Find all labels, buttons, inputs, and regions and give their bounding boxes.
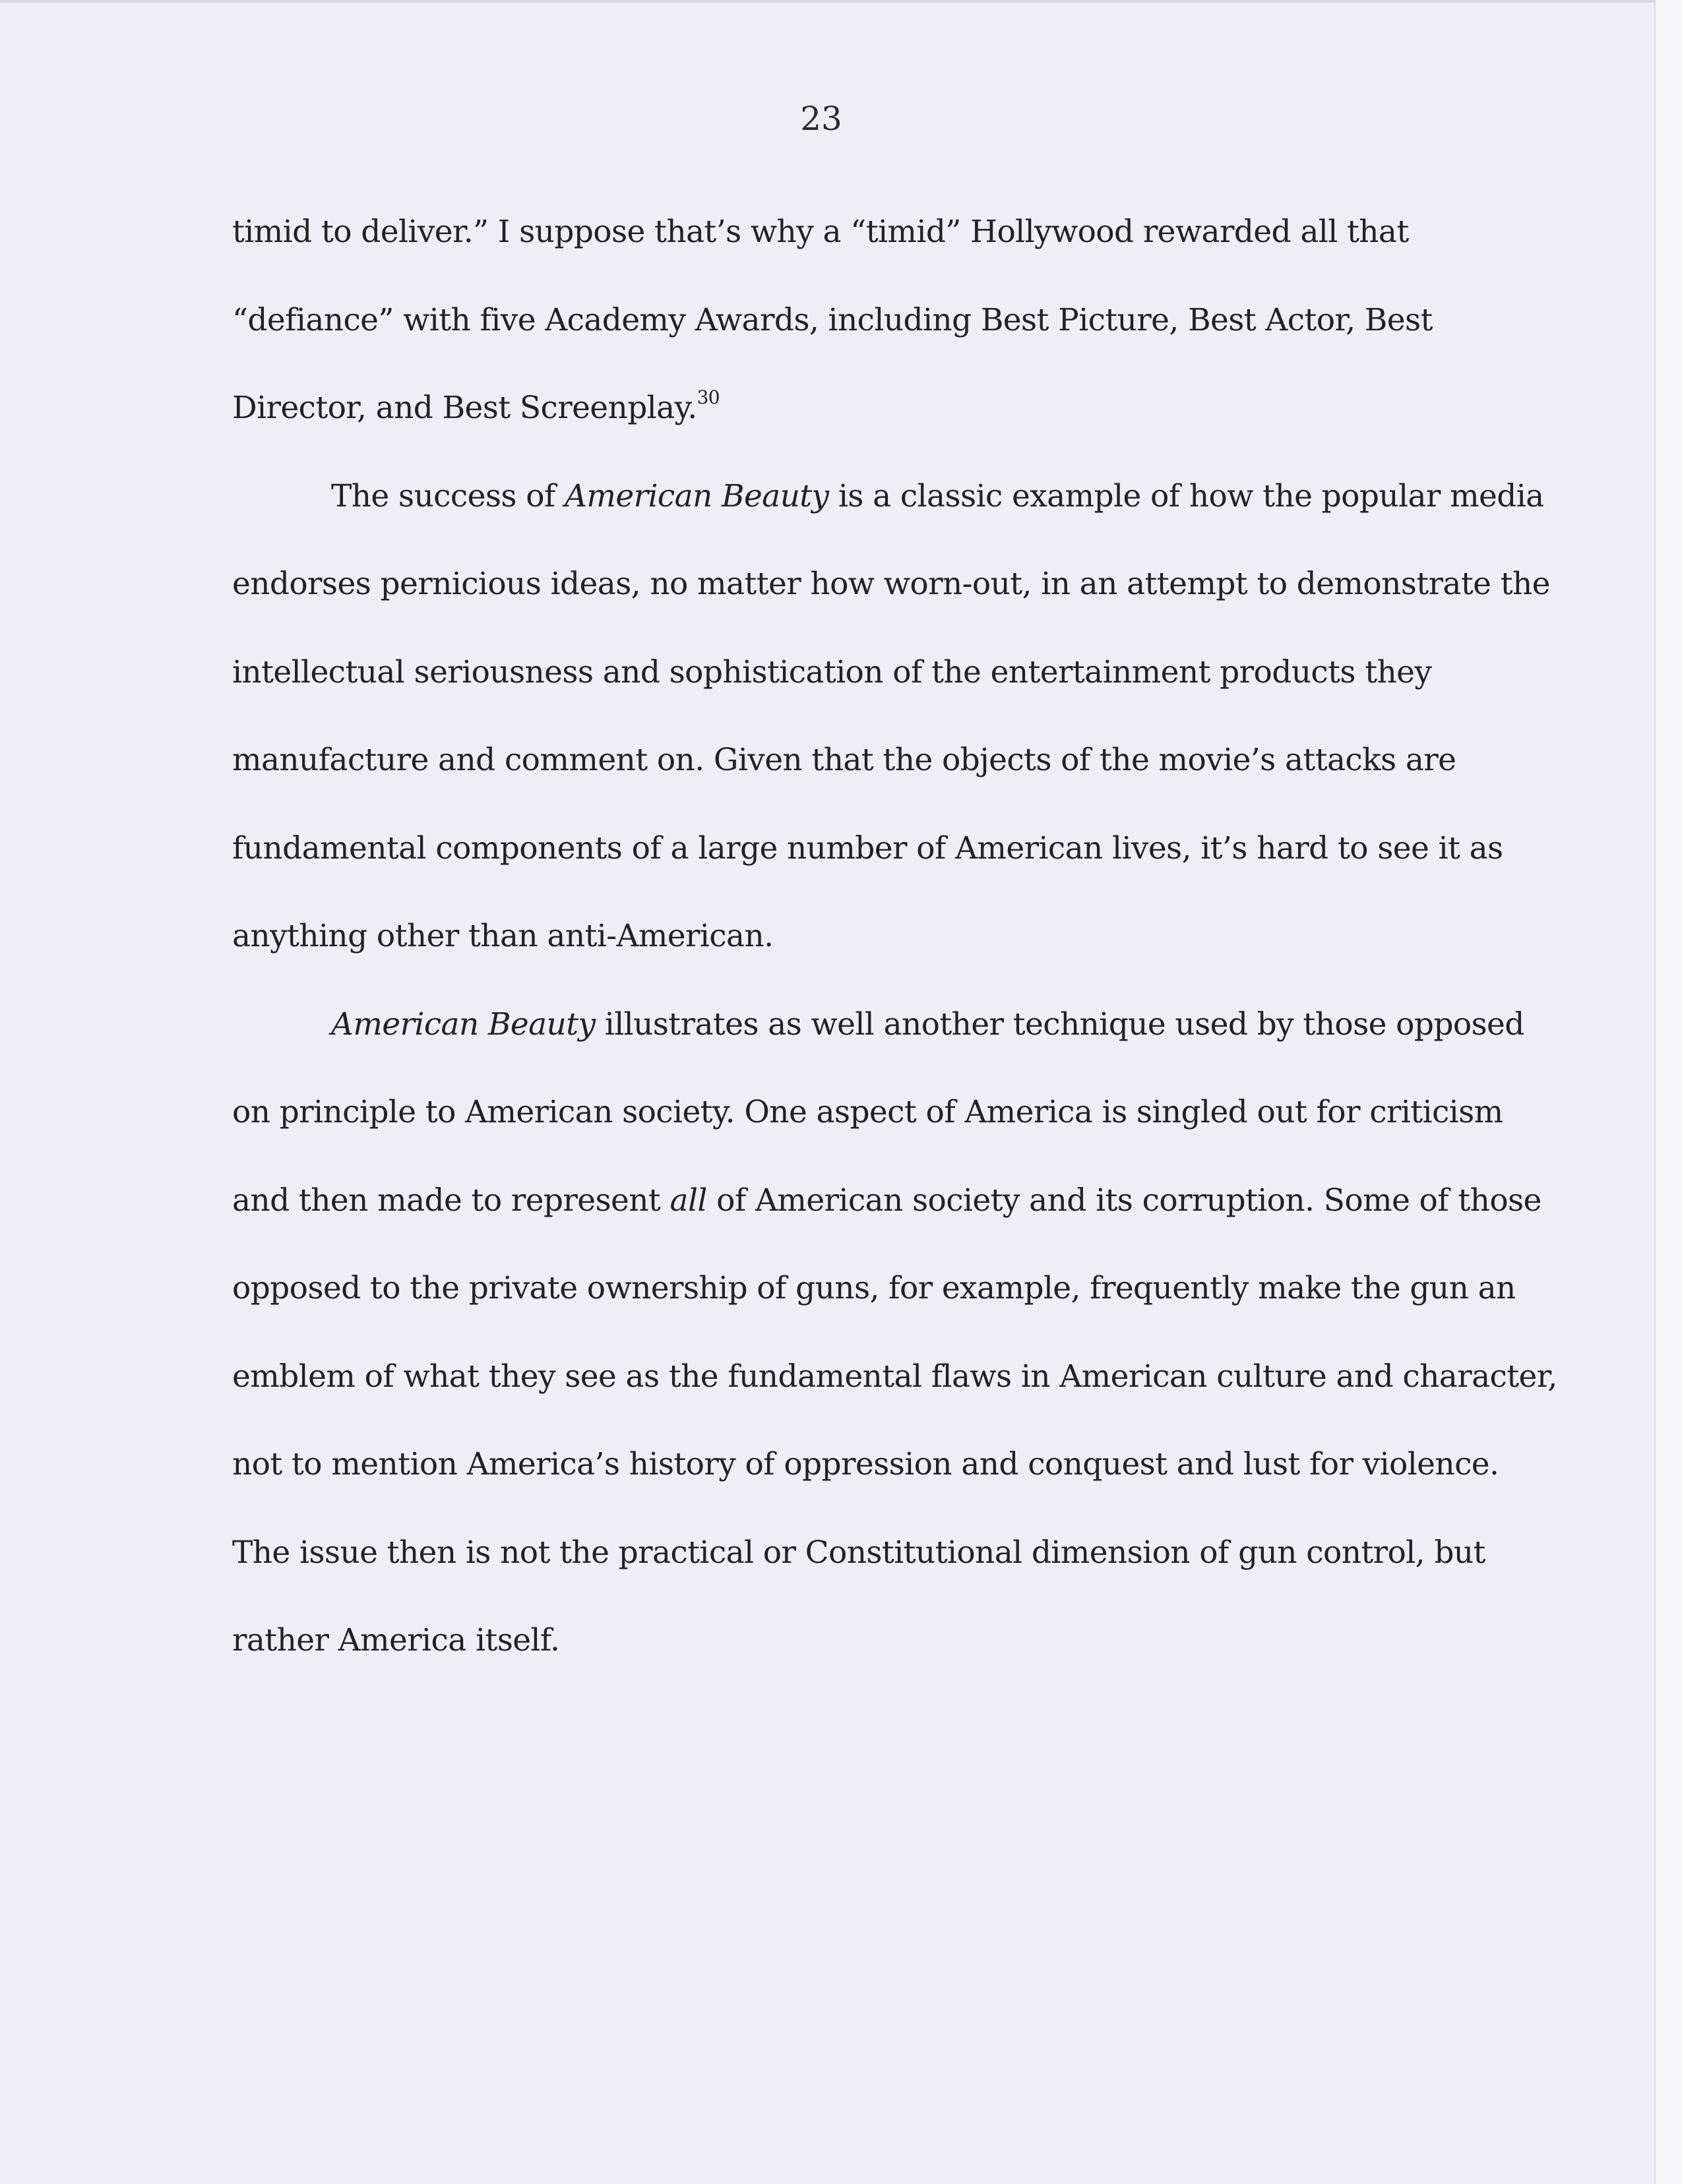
film-title-american-beauty: American Beauty (331, 1006, 596, 1043)
paragraph-2 (232, 452, 1565, 981)
page-top-edge (0, 0, 1656, 3)
emphasis-all: all (670, 1182, 707, 1219)
body-text (232, 188, 1565, 1685)
paragraph-2-text-start: The success of (331, 477, 565, 514)
paragraph-1-text: timid to deliver.” I suppose that’s why a “timid” Hollywood rewarded all that “defiance” with five Academy Awards, including Best Picture, Best Actor, Best Director, and Best Screenplay. (232, 214, 1433, 426)
footnote-ref-30[interactable]: 30 (697, 386, 720, 408)
scan-page-edge (1654, 0, 1682, 2184)
page-number: 23 (800, 100, 842, 138)
film-title-american-beauty: American Beauty (565, 477, 829, 514)
paragraph-3 (232, 981, 1565, 1685)
paragraph-3-text-rest: of American society and its corruption. Some of those opposed to the private ownership of guns, for example, frequently make the gun an emblem of what they see as the fundamental flaws in American culture and character, not to mention America’s history of oppression and conquest and lust for violence. The issue then is not the practical or Constitutional dimension of gun control, but rather America itself. (232, 1182, 1557, 1658)
paragraph-3-text-start: illustrates as well another technique used by those opposed on principle to American society. One aspect of America is singled out for criticism and then made to represent (232, 1006, 1524, 1219)
paragraph-2-text-rest: is a classic example of how the popular media endorses pernicious ideas, no matter how worn-out, in an attempt to demonstrate the intellectual seriousness and sophistication of the entertainment products they manufacture and comment on. Given that the objects of the movie’s attacks are fundamental components of a large number of American lives, it’s hard to see it as anything other than anti-American. (232, 477, 1550, 954)
paragraph-1 (232, 188, 1565, 452)
